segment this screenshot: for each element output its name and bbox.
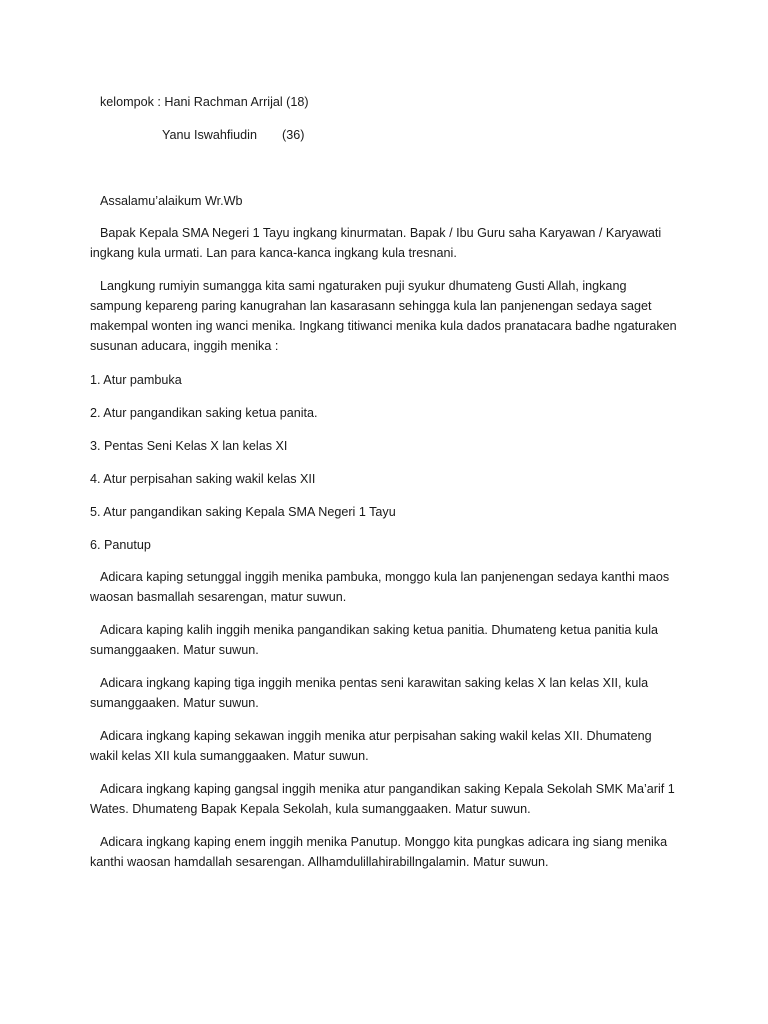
paragraph-text: Langkung rumiyin sumangga kita sami ngaturaken puji syukur dhumateng Gusti Allah, ingkang sampung kepareng paring kanugrahan lan kasarasann sehingga kula lan panjenengan sedaya saget makempal wonten ing wanci menika. Ingkang titiwanci menika kula dados pranatacara badhe ngaturaken susunan aducara, inggih menika : bbox=[90, 279, 677, 353]
agenda-item-1: 1. Atur pambuka bbox=[90, 373, 182, 387]
opening-paragraph bbox=[90, 223, 680, 263]
agenda-item-3: 3. Pentas Seni Kelas X lan kelas XI bbox=[90, 439, 288, 453]
paragraph-text: Adicara ingkang kaping tiga inggih menika pentas seni karawitan saking kelas X lan kelas XII, kula sumanggaaken. Matur suwun. bbox=[90, 676, 649, 710]
detail-paragraph-5 bbox=[90, 779, 680, 819]
greeting: Assalamu’alaikum Wr.Wb bbox=[100, 194, 243, 208]
paragraph-text: Adicara ingkang kaping enem inggih menika Panutup. Monggo kita pungkas adicara ing siang menika kanthi waosan hamdallah sesarengan. Allhamdulillahirabillngalamin. Matur suwun. bbox=[90, 835, 668, 869]
paragraph-text: Adicara kaping setunggal inggih menika pambuka, monggo kula lan panjenengan sedaya kanthi maos waosan basmallah sesarengan, matur suwun. bbox=[90, 570, 670, 604]
paragraph-text: Adicara ingkang kaping gangsal inggih menika atur pangandikan saking Kepala Sekolah SMK Ma’arif 1 Wates. Dhumateng Bapak Kepala Sekolah, kula sumanggaaken. Matur suwun. bbox=[90, 782, 675, 816]
detail-paragraph-1 bbox=[90, 567, 680, 607]
detail-paragraph-6 bbox=[90, 832, 680, 872]
detail-paragraph-4 bbox=[90, 726, 680, 766]
group-heading: kelompok : Hani Rachman Arrijal (18) bbox=[100, 95, 309, 109]
paragraph-text: Adicara kaping kalih inggih menika pangandikan saking ketua panitia. Dhumateng ketua panitia kula sumanggaaken. Matur suwun. bbox=[90, 623, 658, 657]
paragraph-text: Adicara ingkang kaping sekawan inggih menika atur perpisahan saking wakil kelas XII. Dhumateng wakil kelas XII kula sumanggaaken. Matur suwun. bbox=[90, 729, 652, 763]
member-2-number: (36) bbox=[282, 128, 305, 142]
member-2-name: Yanu Iswahfiudin bbox=[162, 128, 257, 142]
agenda-item-2: 2. Atur pangandikan saking ketua panita. bbox=[90, 406, 318, 420]
agenda-item-4: 4. Atur perpisahan saking wakil kelas XII bbox=[90, 472, 316, 486]
agenda-item-6: 6. Panutup bbox=[90, 538, 151, 552]
intro-paragraph bbox=[90, 276, 680, 356]
detail-paragraph-3 bbox=[90, 673, 680, 713]
detail-paragraph-2 bbox=[90, 620, 680, 660]
agenda-item-5: 5. Atur pangandikan saking Kepala SMA Negeri 1 Tayu bbox=[90, 505, 396, 519]
paragraph-text: Bapak Kepala SMA Negeri 1 Tayu ingkang kinurmatan. Bapak / Ibu Guru saha Karyawan / Karyawati ingkang kula urmati. Lan para kanca-kanca ingkang kula tresnani. bbox=[90, 226, 662, 260]
